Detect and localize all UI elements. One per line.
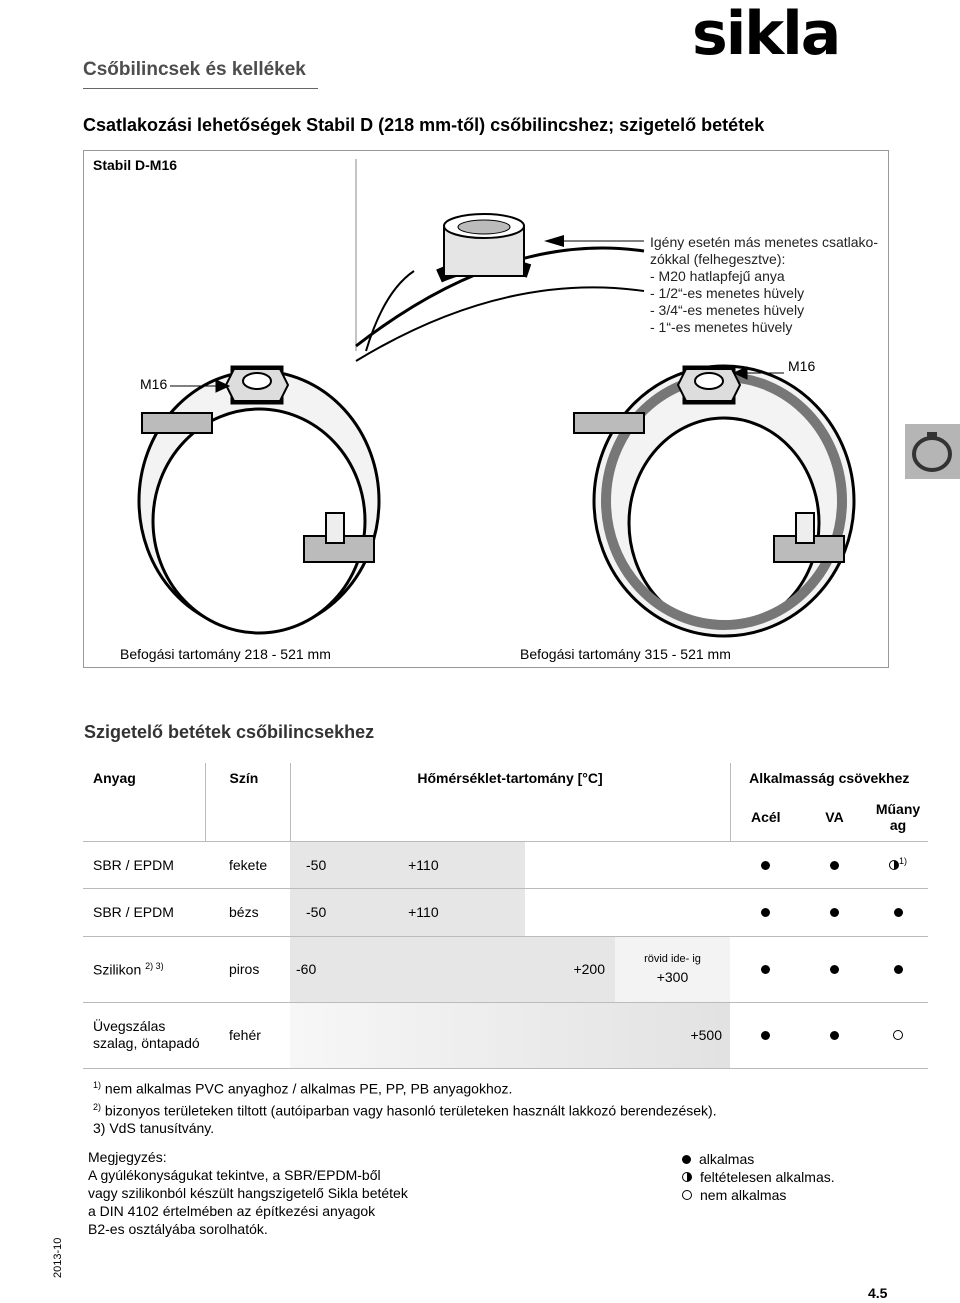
footnote-1: $^{1)}$ nem alkalmas PVC anyaghoz / alkalmas PE, PP, PB anyagokhoz. [93, 1080, 513, 1097]
row-material: Üvegszálas szalag, öntapadó [93, 1018, 200, 1051]
product-thumbnail [905, 424, 960, 479]
figure-label: Stabil D-M16 [93, 157, 178, 173]
row-color: fekete [229, 856, 268, 873]
suitable-dot [761, 965, 770, 974]
row-temp-cell [290, 1002, 730, 1068]
header-material: Anyag [93, 770, 136, 786]
suitable-dot [830, 908, 839, 917]
table-row [83, 841, 928, 888]
inserts-title: Szigetelő betétek csőbilincsekhez [84, 722, 375, 742]
row-color: fehér [229, 1027, 261, 1043]
legend-item-suitable: alkalmas [682, 1150, 835, 1168]
conditional-dot-icon [682, 1172, 692, 1182]
suitable-dot [830, 861, 839, 870]
legend-item-not-suitable: nem alkalmas [682, 1186, 835, 1204]
remark-block: Megjegyzés: A gyúlékonyságukat tekintve, a SBR/EPDM-ből vagy szilikonból készült hangszigetelő Sikla betétek a DIN 4102 értelmében az építkezési anyagok B2-es osztályába sorolhatók. [88, 1149, 408, 1237]
pipe-clamp-illustration [84, 151, 888, 667]
footnote-2: $^{2)}$ bizonyos területeken tiltott (autóiparban vagy hasonló területeken használt lakkozó berendezések). [93, 1101, 717, 1119]
clamp-range-caption-left: Befogási tartomány 218 - 521 mm [120, 646, 331, 662]
row-temp-cell [290, 936, 615, 1002]
header-plastic: Műany ag [875, 800, 921, 833]
suitability-legend [682, 1150, 835, 1204]
suitable-dot [761, 861, 770, 870]
short-term-label: rövid ide- ig [644, 953, 701, 965]
m16-label-right: M16 [788, 358, 816, 374]
footnotes [93, 1076, 717, 1137]
row-material: SBR / EPDM [93, 904, 174, 920]
insulation-inserts-table [83, 763, 928, 1069]
table-row [83, 936, 928, 1002]
suitable-dot [830, 965, 839, 974]
table-row [83, 1002, 928, 1068]
row-tmax: +500 [690, 1027, 722, 1043]
clamp-range-caption-right: Befogási tartomány 315 - 521 mm [520, 646, 731, 662]
short-term-value: +300 [656, 969, 689, 985]
suitable-dot [830, 1031, 839, 1040]
header-temperature-range: Hőmérséklet-tartomány [°C] [290, 763, 730, 793]
header-color: Szín [205, 763, 290, 793]
legend-item-conditional: feltételesen alkalmas. [682, 1168, 835, 1186]
footnote-3: 3) VdS tanusítvány. [93, 1120, 215, 1137]
row-material: Szilikon $^{2) 3)}$ [93, 960, 164, 978]
header-steel: Acél [730, 793, 801, 841]
suitable-dot [761, 908, 770, 917]
row-tmin-cell [290, 841, 525, 888]
row-tmax: +110 [408, 856, 439, 873]
row-tmin: -50 [306, 856, 327, 873]
header-va: VA [825, 808, 844, 825]
row-material: SBR / EPDM [93, 856, 174, 873]
suitable-dot [761, 1031, 770, 1040]
edition-date: 2013-10 [52, 1237, 64, 1278]
row-tmin: -50 [306, 904, 327, 920]
row-tmin-cell [290, 888, 525, 936]
footnote-ref: 1) [898, 856, 907, 867]
not-suitable-circle [893, 1030, 903, 1040]
suitable-dot [894, 965, 903, 974]
detail-inset-drawing [356, 159, 644, 361]
suitable-dot [894, 908, 903, 917]
suitable-dot-icon [682, 1155, 691, 1164]
alternative-connections-note: Igény esetén más menetes csatlako- zókkal (felhegesztve): - M20 hatlapfejű anya - 1/2“-es menetes hüvely - 3/4“-es menetes hüvely - 1“-es menetes hüvely [650, 234, 879, 335]
page-number: 4.5 [868, 1285, 888, 1301]
footnote-ref: 2) 3) [145, 960, 164, 971]
not-suitable-circle-icon [682, 1190, 692, 1200]
page-header-title: Csőbilincsek és kellékek [83, 59, 306, 80]
right-clamp-drawing [574, 366, 854, 636]
row-tmin: -60 [296, 961, 317, 977]
row-color: bézs [229, 904, 259, 920]
header-suitability: Alkalmasság csövekhez [730, 763, 928, 793]
row-tmax: +110 [408, 904, 439, 920]
sikla-logo: sikla [692, 0, 840, 69]
left-clamp-drawing [139, 367, 379, 633]
short-term-cell [615, 936, 730, 1002]
section-title: Csatlakozási lehetőségek Stabil D (218 mm-től) csőbilincshez; szigetelő betétek [83, 115, 765, 135]
header-rule [83, 88, 318, 89]
row-color: piros [229, 961, 260, 977]
conditional-dot [889, 860, 899, 870]
table-row [83, 888, 928, 936]
row-tmax: +200 [573, 961, 605, 977]
m16-label-left: M16 [140, 376, 168, 392]
